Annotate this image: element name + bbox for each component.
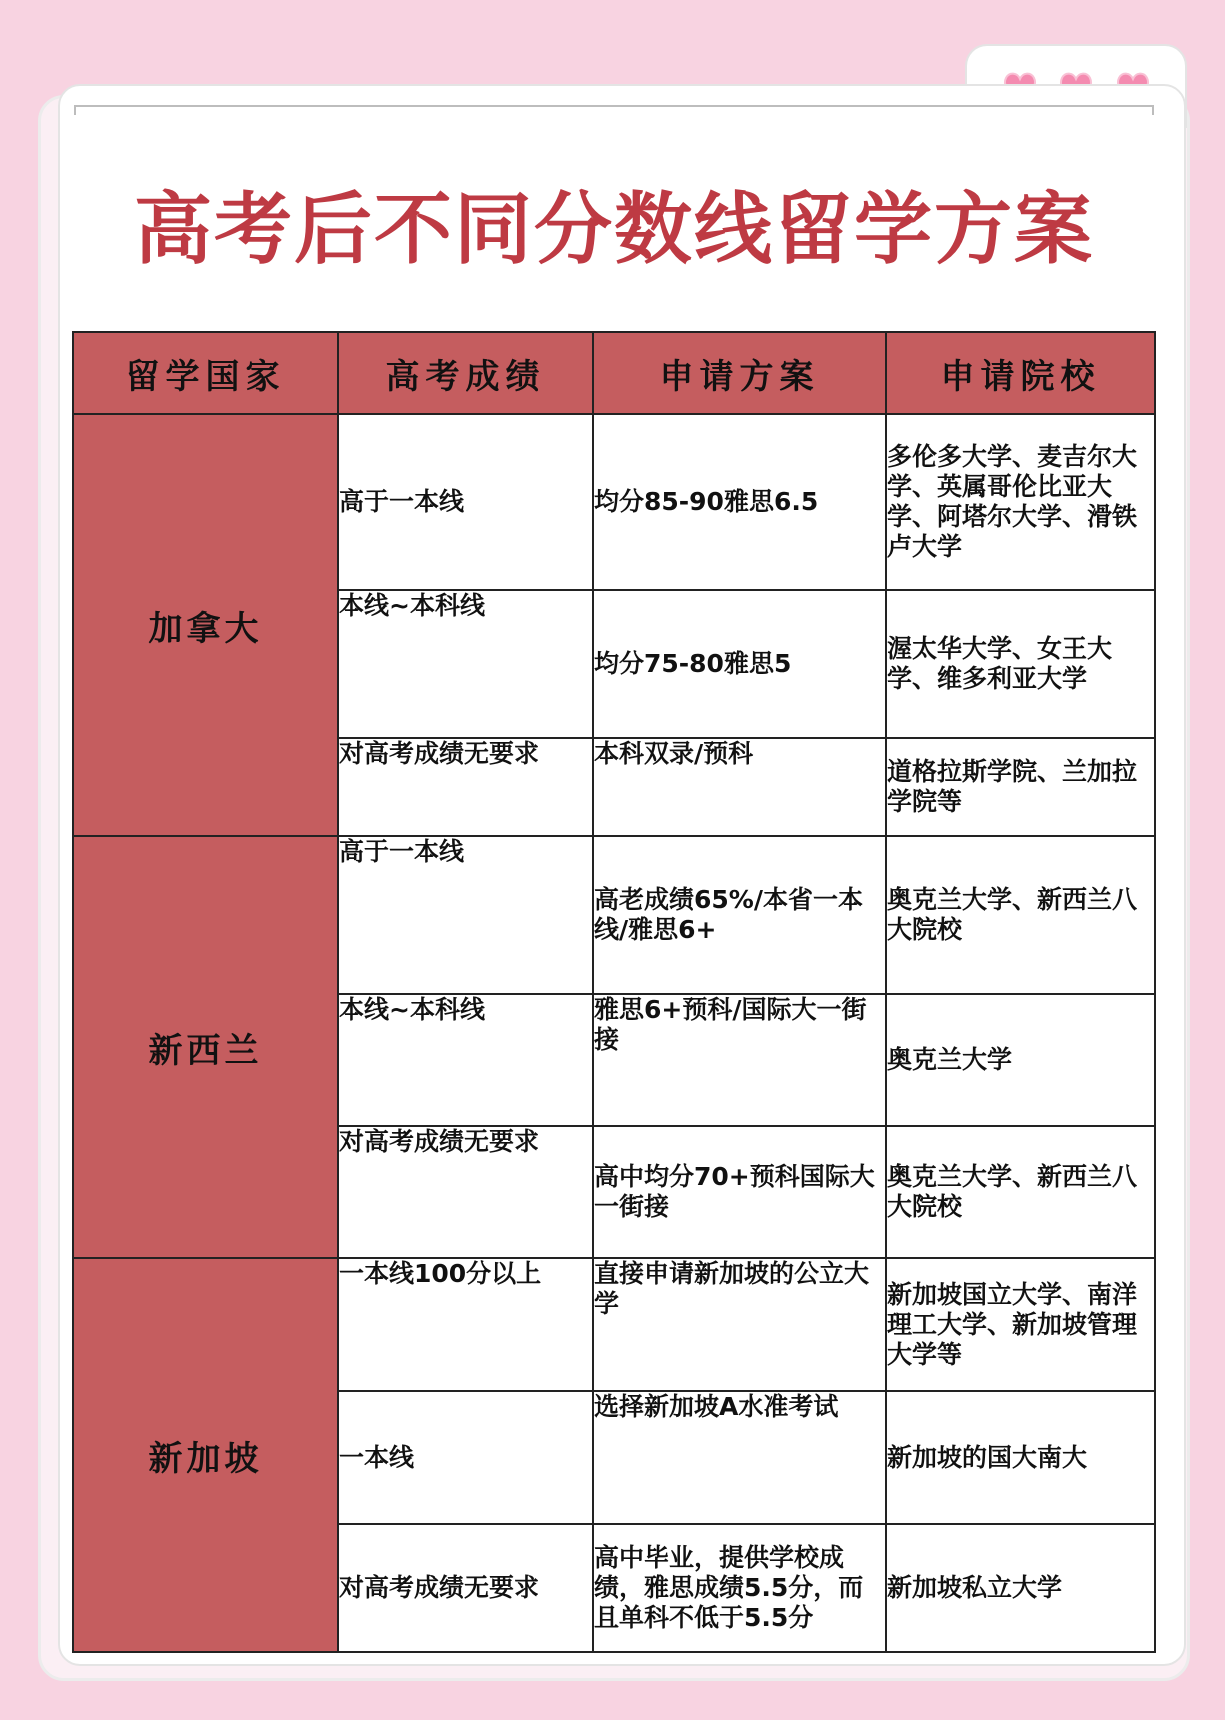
- plan-table: [72, 331, 1156, 1653]
- header-row: [73, 332, 1155, 414]
- plan-cell: 高老成绩65%/本省一本线/雅思6+: [593, 836, 886, 994]
- plan-cell: 均分85-90雅思6.5: [593, 414, 886, 590]
- schools-cell: 奥克兰大学、新西兰八大院校: [886, 836, 1155, 994]
- score-cell: 对高考成绩无要求: [338, 738, 593, 836]
- plan-cell: 均分75-80雅思5: [593, 590, 886, 738]
- table-row: [73, 414, 1155, 590]
- schools-cell: 道格拉斯学院、兰加拉学院等: [886, 738, 1155, 836]
- score-cell: 一本线: [338, 1391, 593, 1524]
- country-cell: 加拿大: [73, 414, 338, 836]
- header-schools: 申请院校: [886, 332, 1155, 414]
- header-score: 高考成绩: [338, 332, 593, 414]
- score-cell: 对高考成绩无要求: [338, 1126, 593, 1258]
- schools-cell: 多伦多大学、麦吉尔大学、英属哥伦比亚大学、阿塔尔大学、滑铁卢大学: [886, 414, 1155, 590]
- score-cell: 一本线100分以上: [338, 1258, 593, 1391]
- plan-cell: 选择新加坡A水准考试: [593, 1391, 886, 1524]
- score-cell: 高于一本线: [338, 414, 593, 590]
- plan-cell: 高中毕业，提供学校成绩，雅思成绩5.5分，而且单科不低于5.5分: [593, 1524, 886, 1652]
- header-plan: 申请方案: [593, 332, 886, 414]
- table-row: [73, 1258, 1155, 1391]
- score-cell: 本线~本科线: [338, 590, 593, 738]
- inner-border: [74, 105, 1154, 115]
- schools-cell: 渥太华大学、女王大学、维多利亚大学: [886, 590, 1155, 738]
- table-row: [73, 836, 1155, 994]
- plan-cell: 本科双录/预科: [593, 738, 886, 836]
- header-country: 留学国家: [73, 332, 338, 414]
- plan-cell: 直接申请新加坡的公立大学: [593, 1258, 886, 1391]
- schools-cell: 奥克兰大学: [886, 994, 1155, 1126]
- score-cell: 高于一本线: [338, 836, 593, 994]
- schools-cell: 新加坡的国大南大: [886, 1391, 1155, 1524]
- country-cell: 新加坡: [73, 1258, 338, 1652]
- plan-cell: 雅思6+预科/国际大一街接: [593, 994, 886, 1126]
- page-title: 高考后不同分数线留学方案: [133, 185, 1094, 275]
- score-cell: 本线~本科线: [338, 994, 593, 1126]
- schools-cell: 新加坡国立大学、南洋理工大学、新加坡管理大学等: [886, 1258, 1155, 1391]
- schools-cell: 新加坡私立大学: [886, 1524, 1155, 1652]
- plan-cell: 高中均分70+预科国际大一街接: [593, 1126, 886, 1258]
- country-cell: 新西兰: [73, 836, 338, 1258]
- score-cell: 对高考成绩无要求: [338, 1524, 593, 1652]
- schools-cell: 奥克兰大学、新西兰八大院校: [886, 1126, 1155, 1258]
